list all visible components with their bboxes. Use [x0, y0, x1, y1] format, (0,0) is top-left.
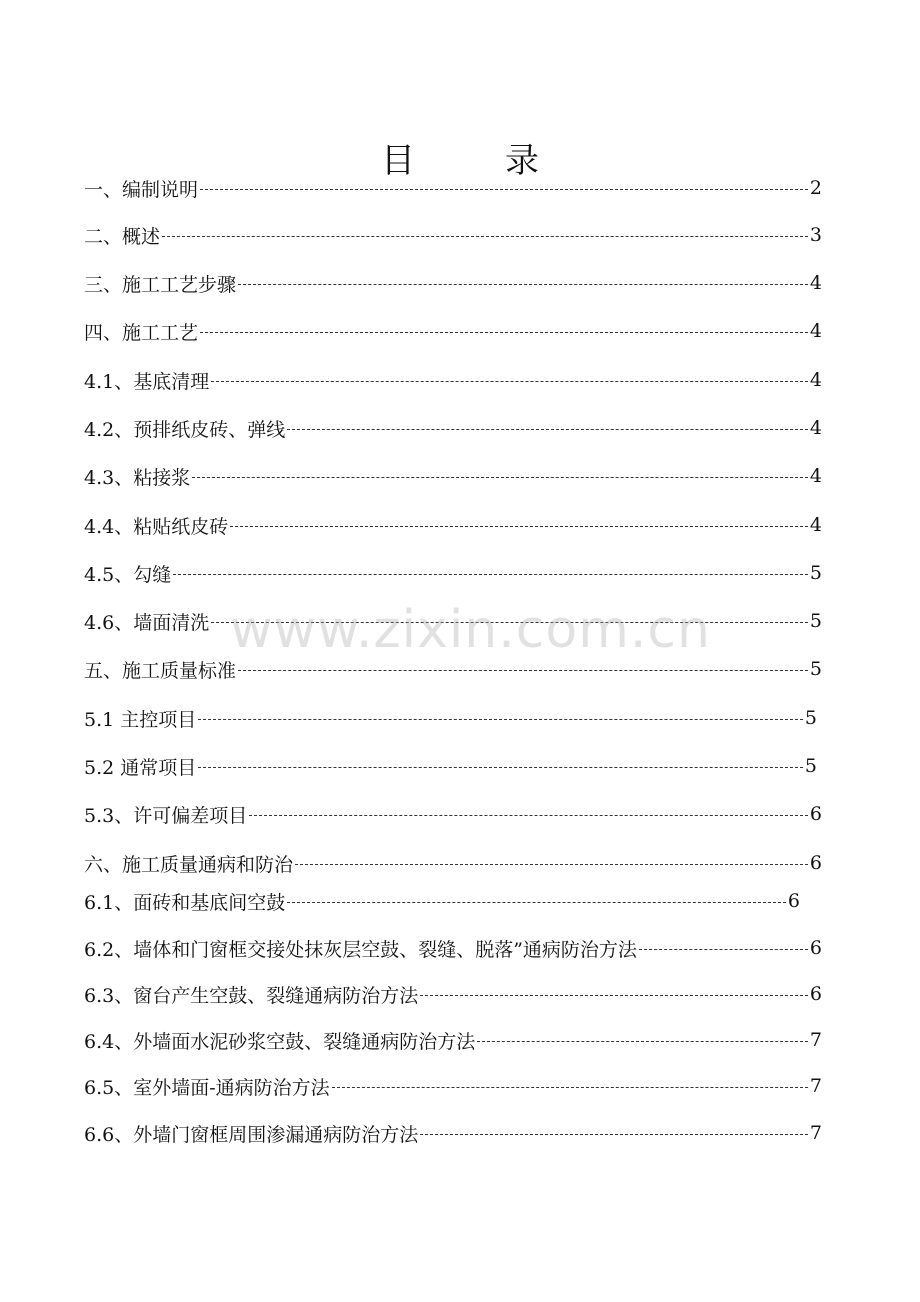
toc-leader-dashes — [238, 284, 808, 285]
toc-leader-dashes — [198, 767, 803, 768]
toc-entry-label: 四、施工工艺 — [84, 321, 199, 344]
toc-leader-dashes — [230, 526, 808, 527]
toc-entry-page-number: 3 — [809, 224, 822, 246]
toc-entry-page-number: 5 — [809, 658, 822, 680]
toc-leader-dashes — [420, 995, 808, 996]
toc-entry[interactable] — [84, 315, 822, 347]
toc-entry-page-number: 7 — [809, 1029, 822, 1051]
toc-entry[interactable] — [84, 412, 822, 444]
toc-entry-label: 三、施工工艺步骤 — [84, 273, 237, 296]
toc-entry-label: 五、施工质量标准 — [84, 659, 237, 682]
toc-entry-page-number: 4 — [809, 272, 822, 294]
toc-entry[interactable] — [84, 267, 822, 299]
toc-entry-page-number: 6 — [809, 983, 822, 1005]
toc-entry-label: 6.5、室外墙面-通病防治方法 — [84, 1076, 330, 1099]
toc-leader-dashes — [420, 1134, 808, 1135]
toc-entry-page-number: 4 — [809, 369, 822, 391]
toc-leader-dashes — [477, 1041, 808, 1042]
toc-entry-label: 6.4、外墙面水泥砂浆空鼓、裂缝通病防治方法 — [84, 1030, 476, 1053]
toc-entry[interactable] — [84, 1117, 822, 1149]
toc-leader-dashes — [211, 622, 808, 623]
toc-entry-page-number: 4 — [809, 514, 822, 536]
toc-leader-dashes — [639, 949, 808, 950]
toc-entry-page-number: 6 — [809, 937, 822, 959]
toc-entry-label: 二、概述 — [84, 225, 161, 248]
toc-entry-label: 4.6、墙面清洗 — [84, 611, 210, 634]
toc-entry-page-number: 2 — [809, 177, 822, 199]
toc-entry[interactable] — [84, 978, 822, 1010]
toc-leader-dashes — [287, 902, 786, 903]
toc-entry-page-number: 7 — [809, 1075, 822, 1097]
toc-entry-label: 4.4、粘贴纸皮砖 — [84, 515, 229, 538]
toc-entry-page-number: 6 — [809, 852, 822, 874]
toc-leader-dashes — [200, 189, 808, 190]
toc-entry-page-number: 4 — [809, 417, 822, 439]
toc-entry-page-number: 5 — [804, 707, 817, 729]
toc-entry-label: 5.1 主控项目 — [84, 708, 197, 731]
toc-leader-dashes — [211, 381, 808, 382]
toc-entry[interactable] — [84, 557, 822, 589]
toc-entry[interactable] — [84, 798, 822, 830]
toc-entry-label: 4.2、预排纸皮砖、弹线 — [84, 418, 286, 441]
toc-entry-label: 一、编制说明 — [84, 178, 199, 201]
toc-entry[interactable] — [84, 509, 822, 541]
toc-entry[interactable] — [84, 932, 822, 964]
toc-leader-dashes — [332, 1087, 808, 1088]
toc-entry-label: 4.1、基底清理 — [84, 370, 210, 393]
toc-entry[interactable] — [84, 172, 822, 204]
toc-entry[interactable] — [84, 460, 822, 492]
toc-entry-page-number: 5 — [809, 610, 822, 632]
toc-leader-dashes — [173, 574, 808, 575]
toc-leader-dashes — [295, 864, 808, 865]
toc-entry-page-number: 5 — [809, 562, 822, 584]
title-char-2: 录 — [505, 141, 539, 181]
toc-entry[interactable] — [84, 653, 822, 685]
title-char-1: 目 — [381, 141, 415, 181]
toc-entry-page-number: 5 — [804, 755, 817, 777]
toc-entry-label: 4.5、勾缝 — [84, 563, 172, 586]
toc-entry-label: 6.6、外墙门窗框周围渗漏通病防治方法 — [84, 1123, 419, 1146]
toc-entry[interactable] — [84, 364, 822, 396]
toc-entry-page-number: 4 — [809, 465, 822, 487]
toc-entry[interactable] — [84, 605, 822, 637]
toc-entry-label: 6.2、墙体和门窗框交接处抹灰层空鼓、裂缝、脱落”通病防治方法 — [84, 938, 637, 961]
toc-leader-dashes — [287, 429, 808, 430]
toc-leader-dashes — [162, 236, 808, 237]
toc-entry-page-number: 7 — [809, 1122, 822, 1144]
toc-leader-dashes — [249, 815, 808, 816]
watermark: www.zixin.com.cn — [230, 600, 711, 660]
toc-entry-label: 4.3、粘接浆 — [84, 466, 191, 489]
toc-entry-label: 5.2 通常项目 — [84, 756, 197, 779]
toc-entry-label: 六、施工质量通病和防治 — [84, 853, 294, 876]
toc-entry[interactable] — [84, 702, 817, 734]
toc-entry-label: 5.3、许可偏差项目 — [84, 804, 248, 827]
toc-leader-dashes — [200, 332, 808, 333]
toc-entry-label: 6.3、窗台产生空鼓、裂缝通病防治方法 — [84, 984, 419, 1007]
toc-entry-page-number: 6 — [809, 803, 822, 825]
toc-entry[interactable] — [84, 1024, 822, 1056]
toc-entry-label: 6.1、面砖和基底间空鼓 — [84, 891, 286, 914]
toc-entry[interactable] — [84, 847, 822, 879]
toc-entry-page-number: 6 — [787, 890, 800, 912]
toc-leader-dashes — [198, 719, 803, 720]
toc-entry[interactable] — [84, 1070, 822, 1102]
toc-leader-dashes — [192, 477, 808, 478]
toc-entry[interactable] — [84, 219, 822, 251]
toc-entry[interactable] — [84, 885, 800, 917]
toc-leader-dashes — [238, 670, 808, 671]
toc-entry-page-number: 4 — [809, 320, 822, 342]
toc-entry[interactable] — [84, 750, 817, 782]
